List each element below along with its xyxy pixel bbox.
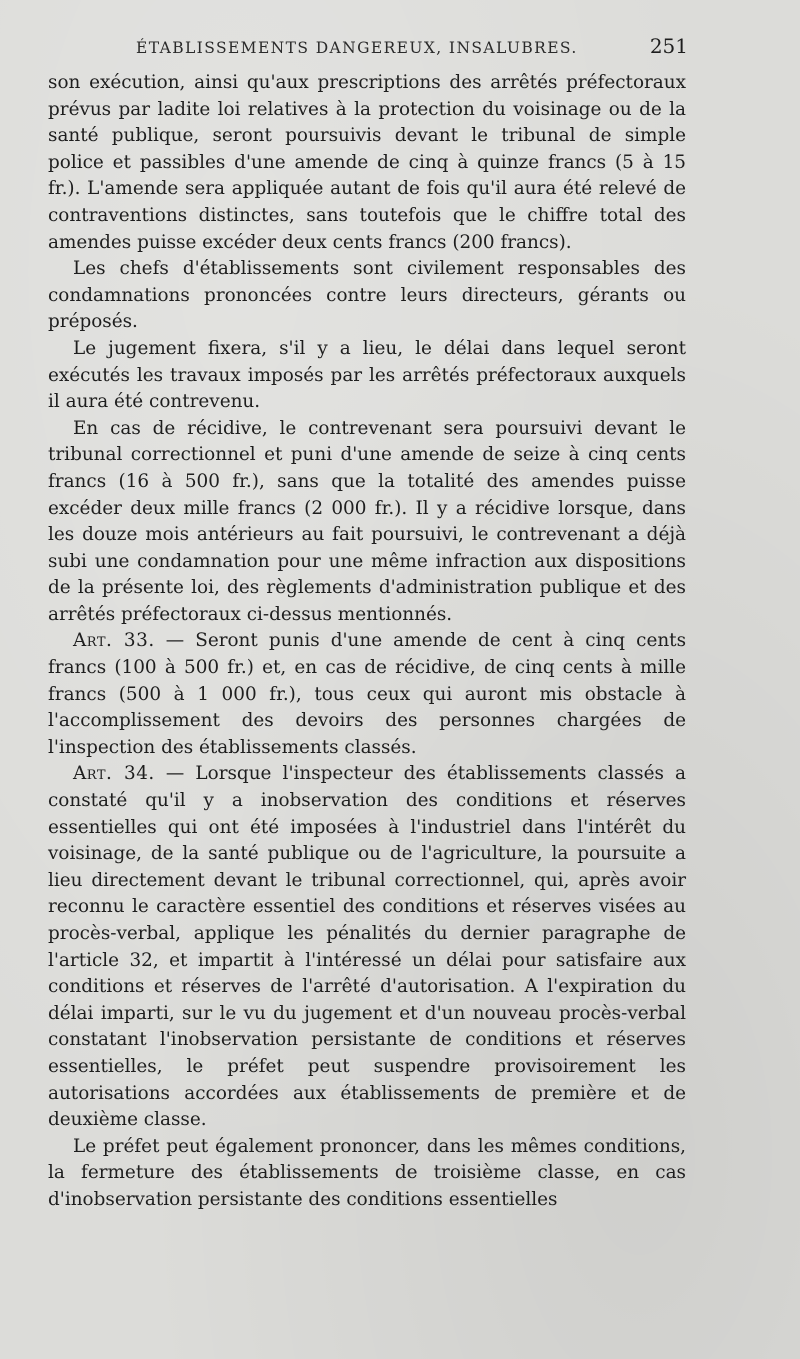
paragraph-text: — Lorsque l'inspecteur des établissements classés a constaté qu'il y a inobservation des conditions et réserves essentielles qui ont été imposées à l'industriel dans l'intérêt du voisinage, de la santé publique ou de l'agriculture, la poursuite a lieu directement devant le tribunal correctionnel, qui, après avoir reconnu le caractère essentiel des conditions et réserves visées au procès-verbal, applique les pénalités du dernier paragraphe de l'article 32, et impartit à l'intéressé un délai pour satisfaire aux conditions et réserves de l'arrêté d'autorisation. A l'expiration du délai imparti, sur le vu du jugement et d'un nouveau procès-verbal constatant l'inobservation persistante de conditions et réserves essentielles, le préfet peut suspendre provisoirement les autorisations accordées aux établissements de première et de deuxième classe.	[48, 763, 686, 1131]
paragraph-judgment-delay	[48, 336, 686, 416]
paragraph-prefect-closure	[48, 1134, 686, 1214]
paragraph-text: En cas de récidive, le contrevenant sera poursuivi devant le tribunal correctionnel et puni d'une amende de seize à cinq cents francs (16 à 500 fr.), sans que la totalité des amendes puisse excéder deux mille francs (2 000 fr.). Il y a récidive lorsque, dans les douze mois antérieurs au fait poursuivi, le contrevenant a déjà subi une condamnation pour une même infraction aux dispositions de la présente loi, des règlements d'administration publique et des arrêtés préfectoraux ci-dessus mentionnés.	[48, 417, 686, 625]
paragraph-text: — Seront punis d'une amende de cent à cinq cents francs (100 à 500 fr.) et, en cas de récidive, de cinq cents à mille francs (500 à 1 000 fr.), tous ceux qui auront mis obstacle à l'accomplissement des devoirs des personnes chargées de l'inspection des établissements classés.	[48, 630, 687, 758]
body-text	[48, 70, 686, 1214]
article-label: Art. 34.	[73, 763, 155, 785]
paragraph-text: son exécution, ainsi qu'aux prescriptions des arrêtés préfectoraux prévus par ladite loi relatives à la protection du voisinage ou de la santé publique, seront poursuivis devant le tribunal de simple police et passibles d'une amende de cinq à quinze francs (5 à 15 fr.). L'amende sera appliquée autant de fois qu'il aura été relevé de contraventions distinctes, sans toutefois que le chiffre total des amendes puisse excéder deux cents francs (200 francs).	[48, 72, 686, 253]
paragraph-text: Le préfet peut également prononcer, dans les mêmes conditions, la fermeture des établissements de troisième classe, en cas d'inobservation persistante des conditions essentielles	[48, 1135, 686, 1210]
running-head-title: ÉTABLISSEMENTS DANGEREUX, INSALUBRES.	[136, 39, 578, 57]
paragraph-text: Le jugement fixera, s'il y a lieu, le délai dans lequel seront exécutés les travaux imposés par les arrêtés préfectoraux auxquels il aura été contrevenu.	[48, 337, 686, 413]
running-head	[136, 34, 688, 64]
article-label: Art. 33.	[73, 630, 155, 652]
paragraph-civil-liability	[48, 256, 686, 336]
paragraph-article-33	[48, 628, 686, 761]
paragraph-article-34	[48, 761, 686, 1133]
paragraph-text: Les chefs d'établissements sont civilement responsables des condamnations prononcées contre leurs directeurs, gérants ou préposés.	[48, 258, 686, 333]
paragraph-continuation	[48, 70, 686, 256]
paragraph-recidivism	[48, 416, 686, 629]
page-number: 251	[649, 34, 688, 58]
